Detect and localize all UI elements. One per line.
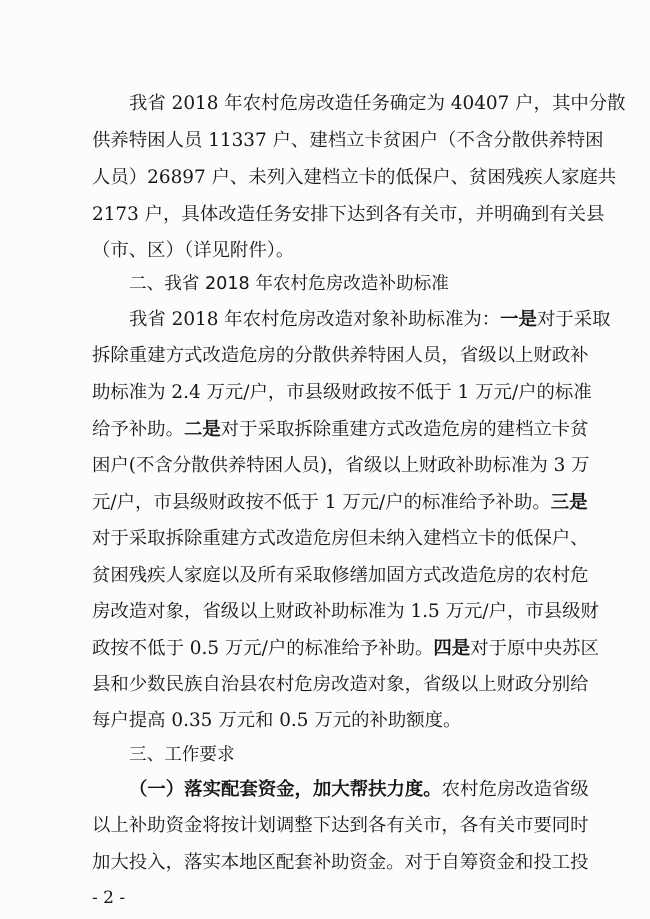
paragraph-1-line: 2173 户，具体改造任务安排下达到各有关市，并明确到有关县 bbox=[92, 204, 605, 225]
text-segment: 给予补助。 bbox=[92, 419, 184, 440]
section-heading-3: 三、工作要求 bbox=[129, 745, 235, 765]
emphasis-text: 三是 bbox=[550, 492, 588, 513]
paragraph-2-line: 房改造对象，省级以上财政补助标准为 1.5 万元/户，市县级财 bbox=[92, 601, 599, 622]
paragraph-2-line: 拆除重建方式改造危房的分散供养特困人员，省级以上财政补 bbox=[92, 345, 589, 366]
text-segment: 农村危房改造省级 bbox=[441, 779, 589, 800]
text-segment: 对于采取 bbox=[536, 309, 611, 330]
subsection-title: （一）落实配套资金，加大帮扶力度。 bbox=[129, 779, 442, 800]
paragraph-2-line: 助标准为 2.4 万元/户，市县级财政按不低于 1 万元/户的标准 bbox=[92, 382, 592, 403]
text-segment: 元/户，市县级财政按不低于 1 万元/户的标准给予补助。 bbox=[92, 492, 551, 513]
text-segment: 对于采取拆除重建方式改造危房的建档立卡贫 bbox=[220, 419, 589, 440]
paragraph-2-line: 每户提高 0.35 万元和 0.5 万元的补助额度。 bbox=[92, 710, 462, 731]
page-number: - 2 - bbox=[92, 888, 126, 908]
text-segment: 政按不低于 0.5 万元/户的标准给予补助。 bbox=[92, 638, 434, 659]
paragraph-2-line bbox=[92, 415, 589, 445]
paragraph-1-line: 人员）26897 户、未列入建档立卡的低保户、贫困残疾人家庭共 bbox=[92, 167, 617, 188]
emphasis-text: 二是 bbox=[183, 419, 221, 440]
paragraph-3-line bbox=[129, 775, 589, 805]
text-segment: 我省 2018 年农村危房改造对象补助标准为： bbox=[129, 309, 501, 330]
paragraph-2-line bbox=[92, 488, 588, 518]
paragraph-3-line: 以上补助资金将按计划调整下达到各有关市，各有关市要同时 bbox=[92, 815, 589, 836]
paragraph-1-line: （市、区）（详见附件）。 bbox=[92, 240, 295, 261]
emphasis-text: 一是 bbox=[500, 309, 537, 330]
paragraph-1-line: 我省 2018 年农村危房改造任务确定为 40407 户，其中分散 bbox=[129, 93, 626, 114]
paragraph-2-line bbox=[92, 634, 599, 664]
emphasis-text: 四是 bbox=[433, 638, 471, 659]
paragraph-2-line bbox=[129, 305, 611, 335]
paragraph-2-line: 困户(不含分散供养特困人员)，省级以上财政补助标准为 3 万 bbox=[92, 455, 590, 476]
paragraph-2-line: 贫困残疾人家庭以及所有采取修缮加固方式改造危房的农村危 bbox=[92, 565, 589, 586]
text-segment: 对于原中央苏区 bbox=[470, 638, 599, 659]
paragraph-2-line: 对于采取拆除重建方式改造危房但未纳入建档立卡的低保户、 bbox=[92, 528, 589, 549]
paragraph-1-line: 供养特困人员 11337 户、建档立卡贫困户（不含分散供养特困 bbox=[92, 130, 604, 151]
paragraph-3-line: 加大投入，落实本地区配套补助资金。对于自筹资金和投工投 bbox=[92, 852, 589, 873]
section-heading-2: 二、我省 2018 年农村危房改造补助标准 bbox=[129, 274, 449, 294]
paragraph-2-line: 县和少数民族自治县农村危房改造对象，省级以上财政分别给 bbox=[92, 674, 589, 695]
